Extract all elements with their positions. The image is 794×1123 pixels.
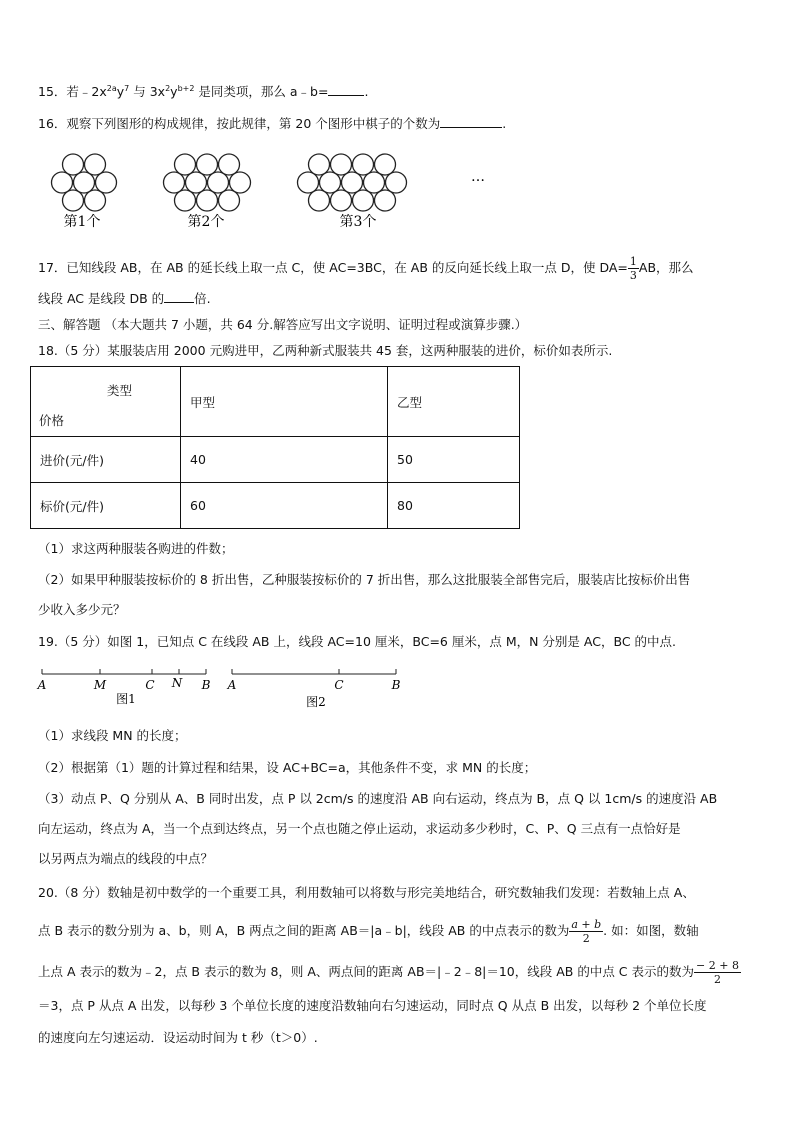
chess-piece-circle [309, 154, 330, 175]
point-label-b: B [201, 678, 211, 692]
chess-piece-circle [375, 154, 396, 175]
chess-piece-circle [63, 154, 84, 175]
question-19-part-3-line-3: 以另两点为端点的线段的中点？ [38, 851, 214, 866]
point-label-c: C [334, 678, 344, 692]
chess-piece-circle [164, 172, 185, 193]
chess-piece-circle [63, 190, 84, 211]
chess-piece-circle [197, 154, 218, 175]
chess-piece-circle [298, 172, 319, 193]
fraction-one-third: $\frac{1}{3}$ [629, 255, 637, 282]
chess-piece-circle [96, 172, 117, 193]
question-20-line-2: 点 B 表示的数分别为 a、b，则 A，B 两点之间的距离 AB＝|a﹣b|，线段 AB 的中点表示的数为 $\frac{a + b}{2}$ . 如：如图，数轴 [38, 918, 699, 945]
table-row: 进价(元/件) 40 50 [31, 437, 520, 483]
point-label-m: M [93, 678, 107, 692]
chess-piece-circle [197, 190, 218, 211]
question-19-part-1: （1）求线段 MN 的长度； [38, 728, 187, 743]
chess-piece-circle [375, 190, 396, 211]
question-19-part-3-line-1: （3）动点 P、Q 分别从 A、B 同时出发，点 P 以 2cm/s 的速度沿 AB 向右运动，终点为 B，点 Q 以 1cm/s 的速度沿 AB [38, 791, 718, 806]
chess-piece-circle [342, 172, 363, 193]
table-row: 标价(元/件) 60 80 [31, 483, 520, 529]
chess-piece-circle [230, 172, 251, 193]
chess-piece-circle [331, 154, 352, 175]
column-header-b: 乙型 [388, 367, 520, 437]
chess-piece-circle [175, 154, 196, 175]
answer-blank [440, 115, 502, 128]
fraction-midpoint-formula: $\frac{a + b}{2}$ [571, 918, 602, 945]
question-19-part-2: （2）根据第（1）题的计算过程和结果，设 AC+BC=a，其他条件不变，求 MN 的长度； [38, 760, 537, 775]
figure-caption-1: 图1 [116, 692, 136, 706]
ellipsis: … [471, 169, 485, 185]
chess-piece-circle [364, 172, 385, 193]
question-18-part-2-line-1: （2）如果甲种服装按标价的 8 折出售，乙种服装按标价的 7 折出售，那么这批服装全部售完后，服装店比按标价出售 [38, 572, 691, 587]
figure-label-3: 第3个 [339, 214, 377, 230]
question-20-line-3: 上点 A 表示的数为﹣2，点 B 表示的数为 8，则 A、两点间的距离 AB＝|﹣2﹣8|＝10，线段 AB 的中点 C 表示的数为 $\frac{- 2 + 8}{2}$ [38, 959, 739, 986]
chess-piece-circle [331, 190, 352, 211]
question-20-line-4: ＝3，点 P 从点 A 出发，以每秒 3 个单位长度的速度沿数轴向右匀速运动，同时点 Q 从点 B 出发，以每秒 2 个单位长度 [38, 998, 707, 1013]
fraction-midpoint-example: $\frac{- 2 + 8}{2}$ [696, 959, 739, 986]
chess-pattern-figures [0, 145, 794, 235]
chess-piece-circle [353, 154, 374, 175]
section-heading: 三、解答题 （本大题共 7 小题，共 64 分.解答应写出文字说明、证明过程或演算步骤.） [38, 317, 528, 332]
question-18-part-2-line-2: 少收入多少元？ [38, 602, 126, 617]
table-corner-cell: 类型 价格 [31, 367, 181, 437]
question-17-line-1: 17．已知线段 AB，在 AB 的延长线上取一点 C，使 AC=3BC，在 AB 的反向延长线上取一点 D，使 DA= $\frac{1}{3}$ AB，那么 [38, 255, 694, 282]
question-15: 15．若$﹣2x^{2a}y^7$ 与 $3x^2y^{b+2}$ 是同类项，那么 a﹣b= . [38, 84, 369, 99]
question-18-part-1: （1）求这两种服装各购进的件数； [38, 541, 234, 556]
chess-piece-circle [208, 172, 229, 193]
point-label-c: C [145, 678, 155, 692]
point-label-a: A [37, 678, 47, 692]
column-header-a: 甲型 [181, 367, 388, 437]
point-label-a: A [227, 678, 237, 692]
point-label-n: N [171, 676, 183, 690]
question-17-line-2: 线段 AC 是线段 DB 的 倍. [38, 291, 211, 306]
point-label-b: B [391, 678, 401, 692]
corner-diagonal [31, 367, 180, 436]
chess-piece-circle [219, 154, 240, 175]
figure-label-2: 第2个 [187, 214, 225, 230]
chess-piece-circle [386, 172, 407, 193]
question-20-line-5: 的速度向左匀速运动．设运动时间为 t 秒（t＞0）. [38, 1030, 318, 1045]
question-19-part-3-line-2: 向左运动，终点为 A，当一个点到达终点，另一个点也随之停止运动，求运动多少秒时，C、P、Q 三点有一点恰好是 [38, 821, 681, 836]
answer-blank [328, 83, 364, 96]
answer-blank [164, 290, 194, 303]
figure-label-1: 第1个 [63, 214, 101, 230]
question-19: 19.（5 分）如图 1，已知点 C 在线段 AB 上，线段 AC=10 厘米，BC=6 厘米，点 M，N 分别是 AC，BC 的中点. [38, 634, 676, 649]
chess-piece-circle [309, 190, 330, 211]
chess-piece-circle [74, 172, 95, 193]
price-table [30, 366, 520, 529]
chess-piece-circle [175, 190, 196, 211]
figure-caption-2: 图2 [306, 695, 326, 709]
segment-figures [34, 663, 434, 715]
chess-piece-circle [219, 190, 240, 211]
question-18: 18.（5 分）某服装店用 2000 元购进甲，乙两种新式服装共 45 套，这两种服装的进价，标价如表所示. [38, 343, 613, 358]
question-16: 16．观察下列图形的构成规律，按此规律，第 20 个图形中棋子的个数为 . [38, 116, 507, 131]
chess-piece-circle [85, 190, 106, 211]
chess-piece-circle [52, 172, 73, 193]
chess-piece-circle [186, 172, 207, 193]
question-20-line-1: 20.（8 分）数轴是初中数学的一个重要工具，利用数轴可以将数与形完美地结合，研究数轴我们发现：若数轴上点 A、 [38, 885, 695, 900]
chess-piece-circle [353, 190, 374, 211]
chess-piece-circle [320, 172, 341, 193]
chess-piece-circle [85, 154, 106, 175]
